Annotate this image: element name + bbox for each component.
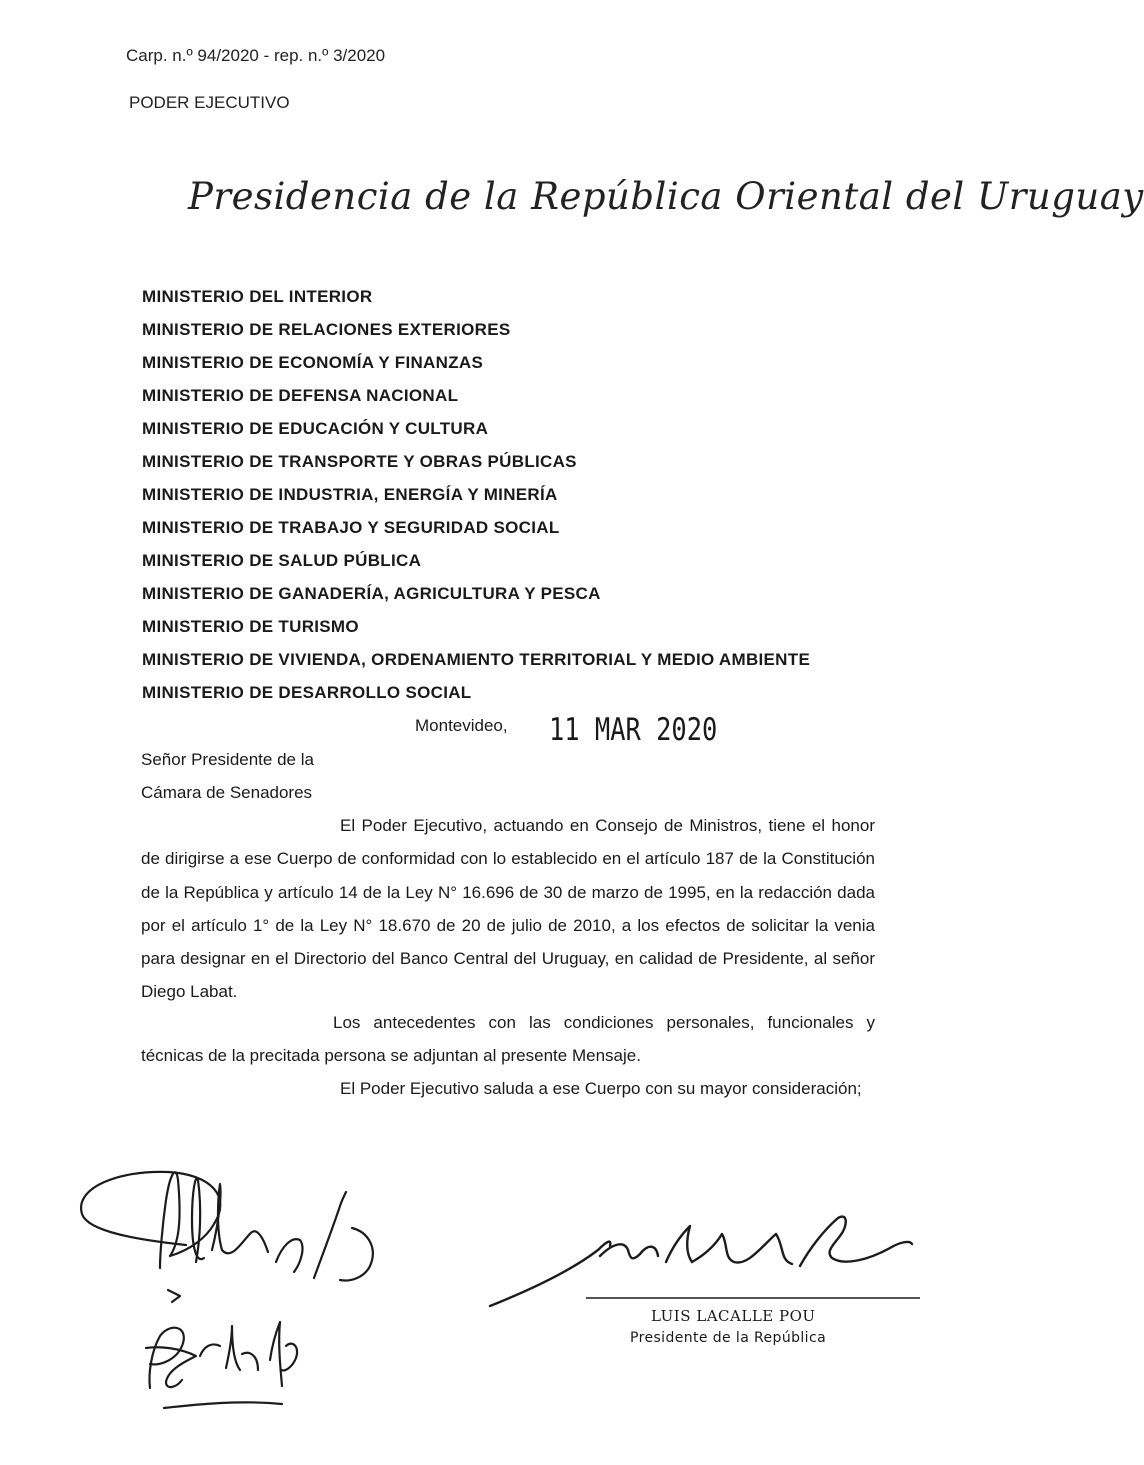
signatory-title: Presidente de la República (630, 1330, 827, 1346)
ministry-item: MINISTERIO DE VIVIENDA, ORDENAMIENTO TERRITORIAL Y MEDIO AMBIENTE (142, 650, 811, 669)
file-reference: Carp. n.º 94/2020 - rep. n.º 3/2020 (126, 46, 386, 65)
ministry-item: MINISTERIO DE GANADERÍA, AGRICULTURA Y PESCA (142, 584, 601, 603)
ministry-item: MINISTERIO DE DEFENSA NACIONAL (142, 386, 459, 405)
dateline-place: Montevideo, (415, 716, 508, 735)
ministry-item: MINISTERIO DE TRABAJO Y SEGURIDAD SOCIAL (142, 518, 560, 537)
addressee-line-1: Señor Presidente de la (141, 750, 314, 769)
minister-signature-1 (81, 1172, 373, 1302)
presidency-letterhead: Presidencia de la República Oriental del Uruguay (188, 175, 1144, 218)
ministry-item: MINISTERIO DE DESARROLLO SOCIAL (142, 683, 472, 702)
addressee-line-2: Cámara de Senadores (141, 783, 313, 802)
body-paragraph-1: El Poder Ejecutivo, actuando en Consejo de Ministros, tiene el honor de dirigirse a ese Cuerpo de conformidad con lo establecido en el artículo 187 de la Constitución de la República y artículo 14 de la Ley N° 16.696 de 30 de marzo de 1995, en la redacción dada por el artículo 1° de la Ley N° 18.670 de 20 de julio de 2010, a los efectos de solicitar la venia para designar en el Directorio del Banco Central del Uruguay, en calidad de Presidente, al señor Diego Labat. (141, 816, 875, 1002)
ministry-item: MINISTERIO DE EDUCACIÓN Y CULTURA (142, 419, 489, 438)
president-signature (490, 1217, 912, 1306)
ministry-item: MINISTERIO DE INDUSTRIA, ENERGÍA Y MINERÍA (142, 485, 558, 504)
branch-heading: PODER EJECUTIVO (129, 93, 290, 112)
ministry-item: MINISTERIO DE RELACIONES EXTERIORES (142, 320, 511, 339)
ministry-item: MINISTERIO DE TURISMO (142, 617, 359, 636)
ministry-item: MINISTERIO DEL INTERIOR (142, 287, 373, 306)
body-paragraph-3: El Poder Ejecutivo saluda a ese Cuerpo con su mayor consideración; (340, 1079, 862, 1098)
body-paragraph-2: Los antecedentes con las condiciones personales, funcionales y técnicas de la precitada persona se adjuntan al presente Mensaje. (141, 1013, 875, 1066)
ministry-item: MINISTERIO DE SALUD PÚBLICA (142, 551, 422, 570)
date-stamp: 11 MAR 2020 (549, 712, 718, 748)
minister-signature-2 (146, 1322, 297, 1408)
ministry-item: MINISTERIO DE ECONOMÍA Y FINANZAS (142, 353, 484, 372)
ministry-item: MINISTERIO DE TRANSPORTE Y OBRAS PÚBLICAS (142, 452, 577, 471)
signatory-name: LUIS LACALLE POU (651, 1307, 816, 1325)
